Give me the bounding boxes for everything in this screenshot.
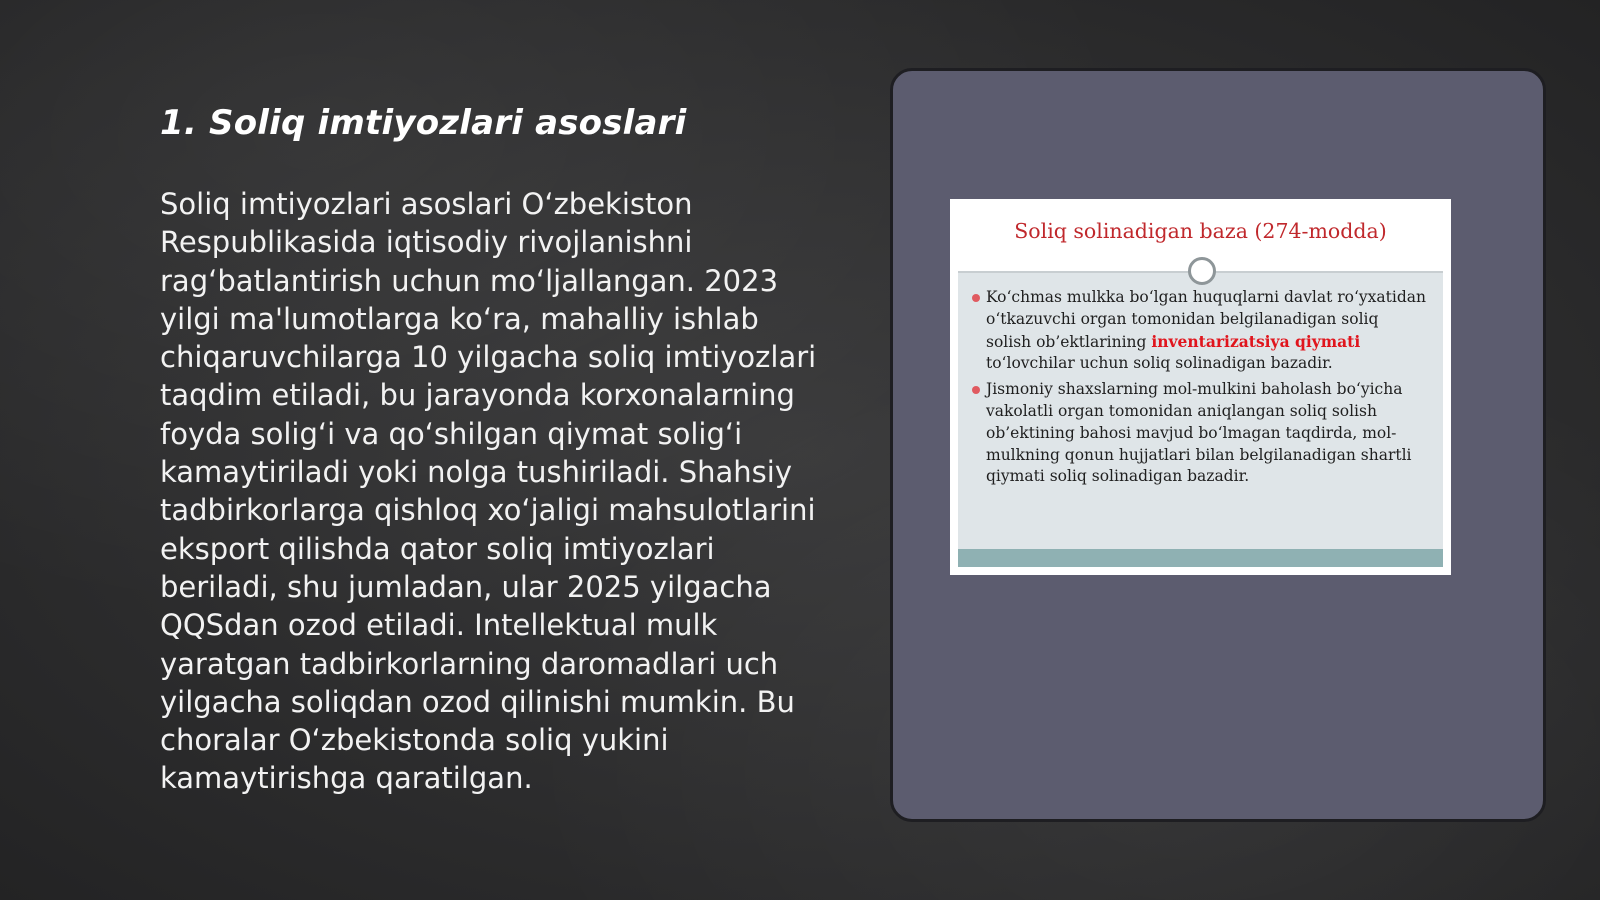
bullet-1-text-start: Ko‘chmas mulkka bo‘lgan huquqlarni davlat ro‘yxatidan o‘tkazuvchi organ tomonidan belgilanadigan soliq solish ob’ektlarining [986, 288, 1426, 351]
circle-ornament-icon [1188, 257, 1216, 285]
embedded-bullet-2 [972, 379, 1427, 488]
bullet-2-text: Jismoniy shaxslarning mol-mulkini baholash bo‘yicha vakolatli organ tomonidan aniqlangan soliq solish ob’ektining bahosi mavjud bo‘lmagan taqdirda, mol-mulkning qonun hujjatlari bilan belgilanadigan shartli qiymati soliq solinadigan bazadir. [986, 380, 1412, 486]
embedded-bullet-1 [972, 287, 1427, 375]
slide-title: 1. Soliq imtiyozlari asoslari [160, 103, 687, 143]
embedded-slide-content [958, 207, 1443, 567]
bullet-1-text-end: to‘lovchilar uchun soliq solinadigan bazadir. [986, 354, 1333, 373]
bullet-dot-icon [972, 294, 980, 302]
bullet-1-highlight: inventarizatsiya qiymati [1151, 331, 1361, 351]
bullet-dot-icon [972, 386, 980, 394]
embedded-slide-footer-bar [958, 549, 1443, 567]
embedded-slide-bullets [972, 287, 1427, 492]
embedded-slide-title: Soliq solinadigan baza (274-modda) [1014, 219, 1387, 243]
slide-body-text: Soliq imtiyozlari asoslari O‘zbekiston Respublikasida iqtisodiy rivojlanishni rag‘batlantirish uchun mo‘ljallangan. 2023 yilgi ma'lumotlarga ko‘ra, mahalliy ishlab chiqaruvchilarga 10 yilgacha soliq imtiyozlari taqdim etiladi, bu jarayonda korxonalarning foyda solig‘i va qo‘shilgan qiymat solig‘i kamaytiriladi yoki nolga tushiriladi. Shahsiy tadbirkorlarga qishloq xo‘jaligi mahsulotlarini eksport qilishda qator soliq imtiyozlari beriladi, shu jumladan, ular 2025 yilgacha QQSdan ozod etiladi. Intellektual mulk yaratgan tadbirkorlarning daromadlari uch yilgacha soliqdan ozod qilinishi mumkin. Bu choralar O‘zbekistonda soliq yukini kamaytirishga qaratilgan. [160, 187, 817, 796]
embedded-slide-image [950, 199, 1451, 575]
